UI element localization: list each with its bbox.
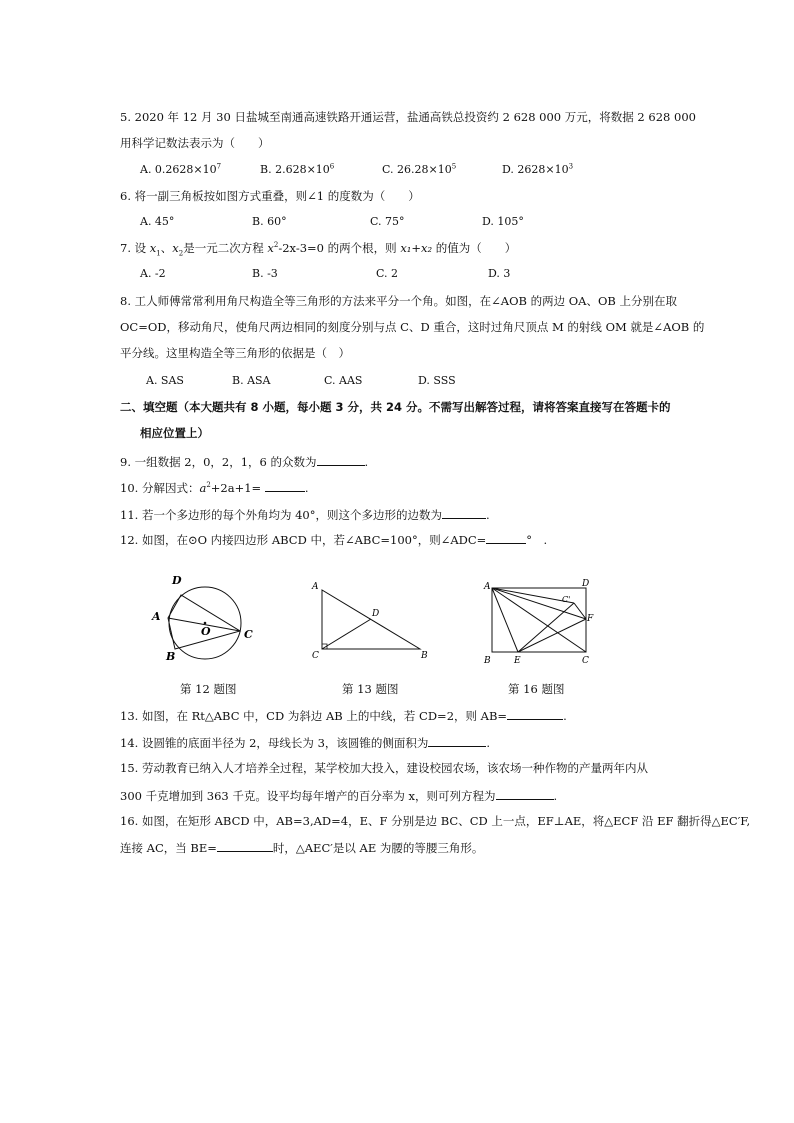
q5-line2: 用科学记数法表示为（ ）	[120, 136, 270, 150]
q5-option-b: B. $2.628\times 10^6$	[260, 162, 335, 176]
fig16-line-ae	[492, 588, 518, 652]
figure-12	[148, 568, 260, 668]
q6-option-d: D. 105°	[482, 215, 524, 228]
q9-line: 9. 一组数据 2，0，2，1，6 的众数为 .	[120, 455, 369, 469]
q11-line: 11. 若一个多边形的每个外角均为 40°，则这个多边形的边数为 .	[120, 508, 490, 522]
q6-line1: 6. 将一副三角板按如图方式重叠，则∠1 的度数为（ ）	[120, 189, 420, 203]
q5-option-d: D. $2628\times 10^3$	[502, 162, 574, 176]
q7-option-c: C. 2	[376, 267, 399, 280]
q8-option-c: C. AAS	[324, 374, 363, 387]
fig16-label-c1: C'	[562, 595, 571, 604]
q13-line: 13. 如图，在 Rt△ABC 中，CD 为斜边 AB 上的中线，若 CD=2，则 AB= .	[120, 709, 567, 723]
fig12-label-c: C	[244, 628, 253, 641]
fig16-label-a: A	[484, 582, 491, 592]
q5-line1: 5. 2020 年 12 月 30 日盐城至南通高速铁路开通运营，盐通高铁总投资约 2 628 000 万元，将数据 2 628 000	[120, 110, 696, 124]
fig16-line-ef	[518, 619, 586, 652]
q8-line1: 8. 工人师傅常常利用角尺构造全等三角形的方法来平分一个角。如图，在∠AOB 的两边 OA、OB 上分别在取	[120, 294, 678, 308]
fig16-line-ac	[492, 588, 586, 652]
fig16-label-f: F	[587, 614, 594, 624]
fig16-label-e: E	[514, 656, 521, 666]
fig12-label-b: B	[166, 650, 176, 663]
fig13-caption: 第 13 题图	[342, 682, 399, 696]
q7-option-a: A. -2	[140, 267, 166, 280]
fig13-label-a: A	[312, 582, 319, 592]
q6-option-b: B. 60°	[252, 215, 287, 228]
q15-line2: 300 千克增加到 363 千克。设平均每年增产的百分率为 x，则可列方程为 .	[120, 789, 558, 803]
q12-line: 12. 如图，在⊙O 内接四边形 ABCD 中，若∠ABC=100°，则∠ADC= ° .	[120, 533, 548, 547]
figure-13	[308, 576, 433, 662]
section2-heading-line2: 相应位置上）	[140, 426, 209, 440]
q6-option-c: C. 75°	[370, 215, 405, 228]
q12-answer-blank[interactable]	[486, 532, 526, 544]
q8-option-b: B. ASA	[232, 374, 271, 387]
q16-line1: 16. 如图，在矩形 ABCD 中，AB=3,AD=4，E、F 分别是边 BC、CD 上一点，EF⊥AE，将△ECF 沿 EF 翻折得△EC′F,	[120, 814, 751, 828]
fig12-label-o: O	[201, 625, 211, 638]
fig16-line-af	[492, 588, 586, 619]
fig12-center-point	[204, 622, 207, 625]
q11-answer-blank[interactable]	[442, 507, 486, 519]
q15-answer-blank[interactable]	[496, 788, 554, 800]
fig16-line-ec1	[518, 603, 574, 652]
fig13-median-cd	[322, 619, 371, 649]
q7-line1: 7. 设 $x_1$、$x_2$是一元二次方程 $x^2-2x-3=0$ 的两个根，则 x₁+x₂ 的值为（ ）	[120, 241, 517, 258]
q14-answer-blank[interactable]	[428, 735, 486, 747]
q8-line2: OC=OD，移动角尺，使角尺两边相同的刻度分别与点 C、D 重合，这时过角尺顶点 M 的射线 OM 就是∠AOB 的	[120, 320, 705, 334]
fig16-caption: 第 16 题图	[508, 682, 565, 696]
fig16-label-d: D	[582, 579, 590, 589]
fig12-caption: 第 12 题图	[180, 682, 237, 696]
fig12-quadrilateral	[168, 595, 240, 649]
q13-answer-blank[interactable]	[507, 708, 563, 720]
fig13-label-c: C	[312, 651, 319, 661]
q16-answer-blank[interactable]	[217, 840, 273, 852]
fig16-label-c: C	[582, 656, 589, 666]
q10-line: 10. 分解因式：$a^2+2a+1=$ .	[120, 481, 309, 495]
q5-option-c: C. $26.28\times 10^5$	[382, 162, 457, 176]
q8-option-d: D. SSS	[418, 374, 456, 387]
fig12-label-d: D	[172, 574, 182, 587]
q9-answer-blank[interactable]	[317, 454, 365, 466]
figure-16	[480, 576, 598, 668]
fig13-label-d: D	[372, 609, 380, 619]
q5-option-a: A. $0.2628\times 10^7$	[140, 162, 222, 176]
q10-answer-blank[interactable]	[265, 480, 305, 492]
q7-option-b: B. -3	[252, 267, 278, 280]
q16-line2: 连接 AC，当 BE= 时，△AEC′是以 AE 为腰的等腰三角形。	[120, 841, 484, 855]
q14-line: 14. 设圆锥的底面半径为 2，母线长为 3，该圆锥的侧面积为 .	[120, 736, 491, 750]
fig16-label-b: B	[484, 656, 491, 666]
fig12-label-a: A	[152, 610, 161, 623]
q6-option-a: A. 45°	[140, 215, 175, 228]
q8-option-a: A. SAS	[146, 374, 184, 387]
q8-line3: 平分线。这里构造全等三角形的依据是（ ）	[120, 346, 350, 360]
q15-line1: 15. 劳动教育已纳入人才培养全过程，某学校加大投入，建设校园农场，该农场一种作物的产量两年内从	[120, 761, 648, 775]
fig13-label-b: B	[421, 651, 428, 661]
q7-option-d: D. 3	[488, 267, 511, 280]
section2-heading-line1: 二、填空题（本大题共有 8 小题，每小题 3 分，共 24 分。不需写出解答过程，请将答案直接写在答题卡的	[120, 400, 671, 414]
